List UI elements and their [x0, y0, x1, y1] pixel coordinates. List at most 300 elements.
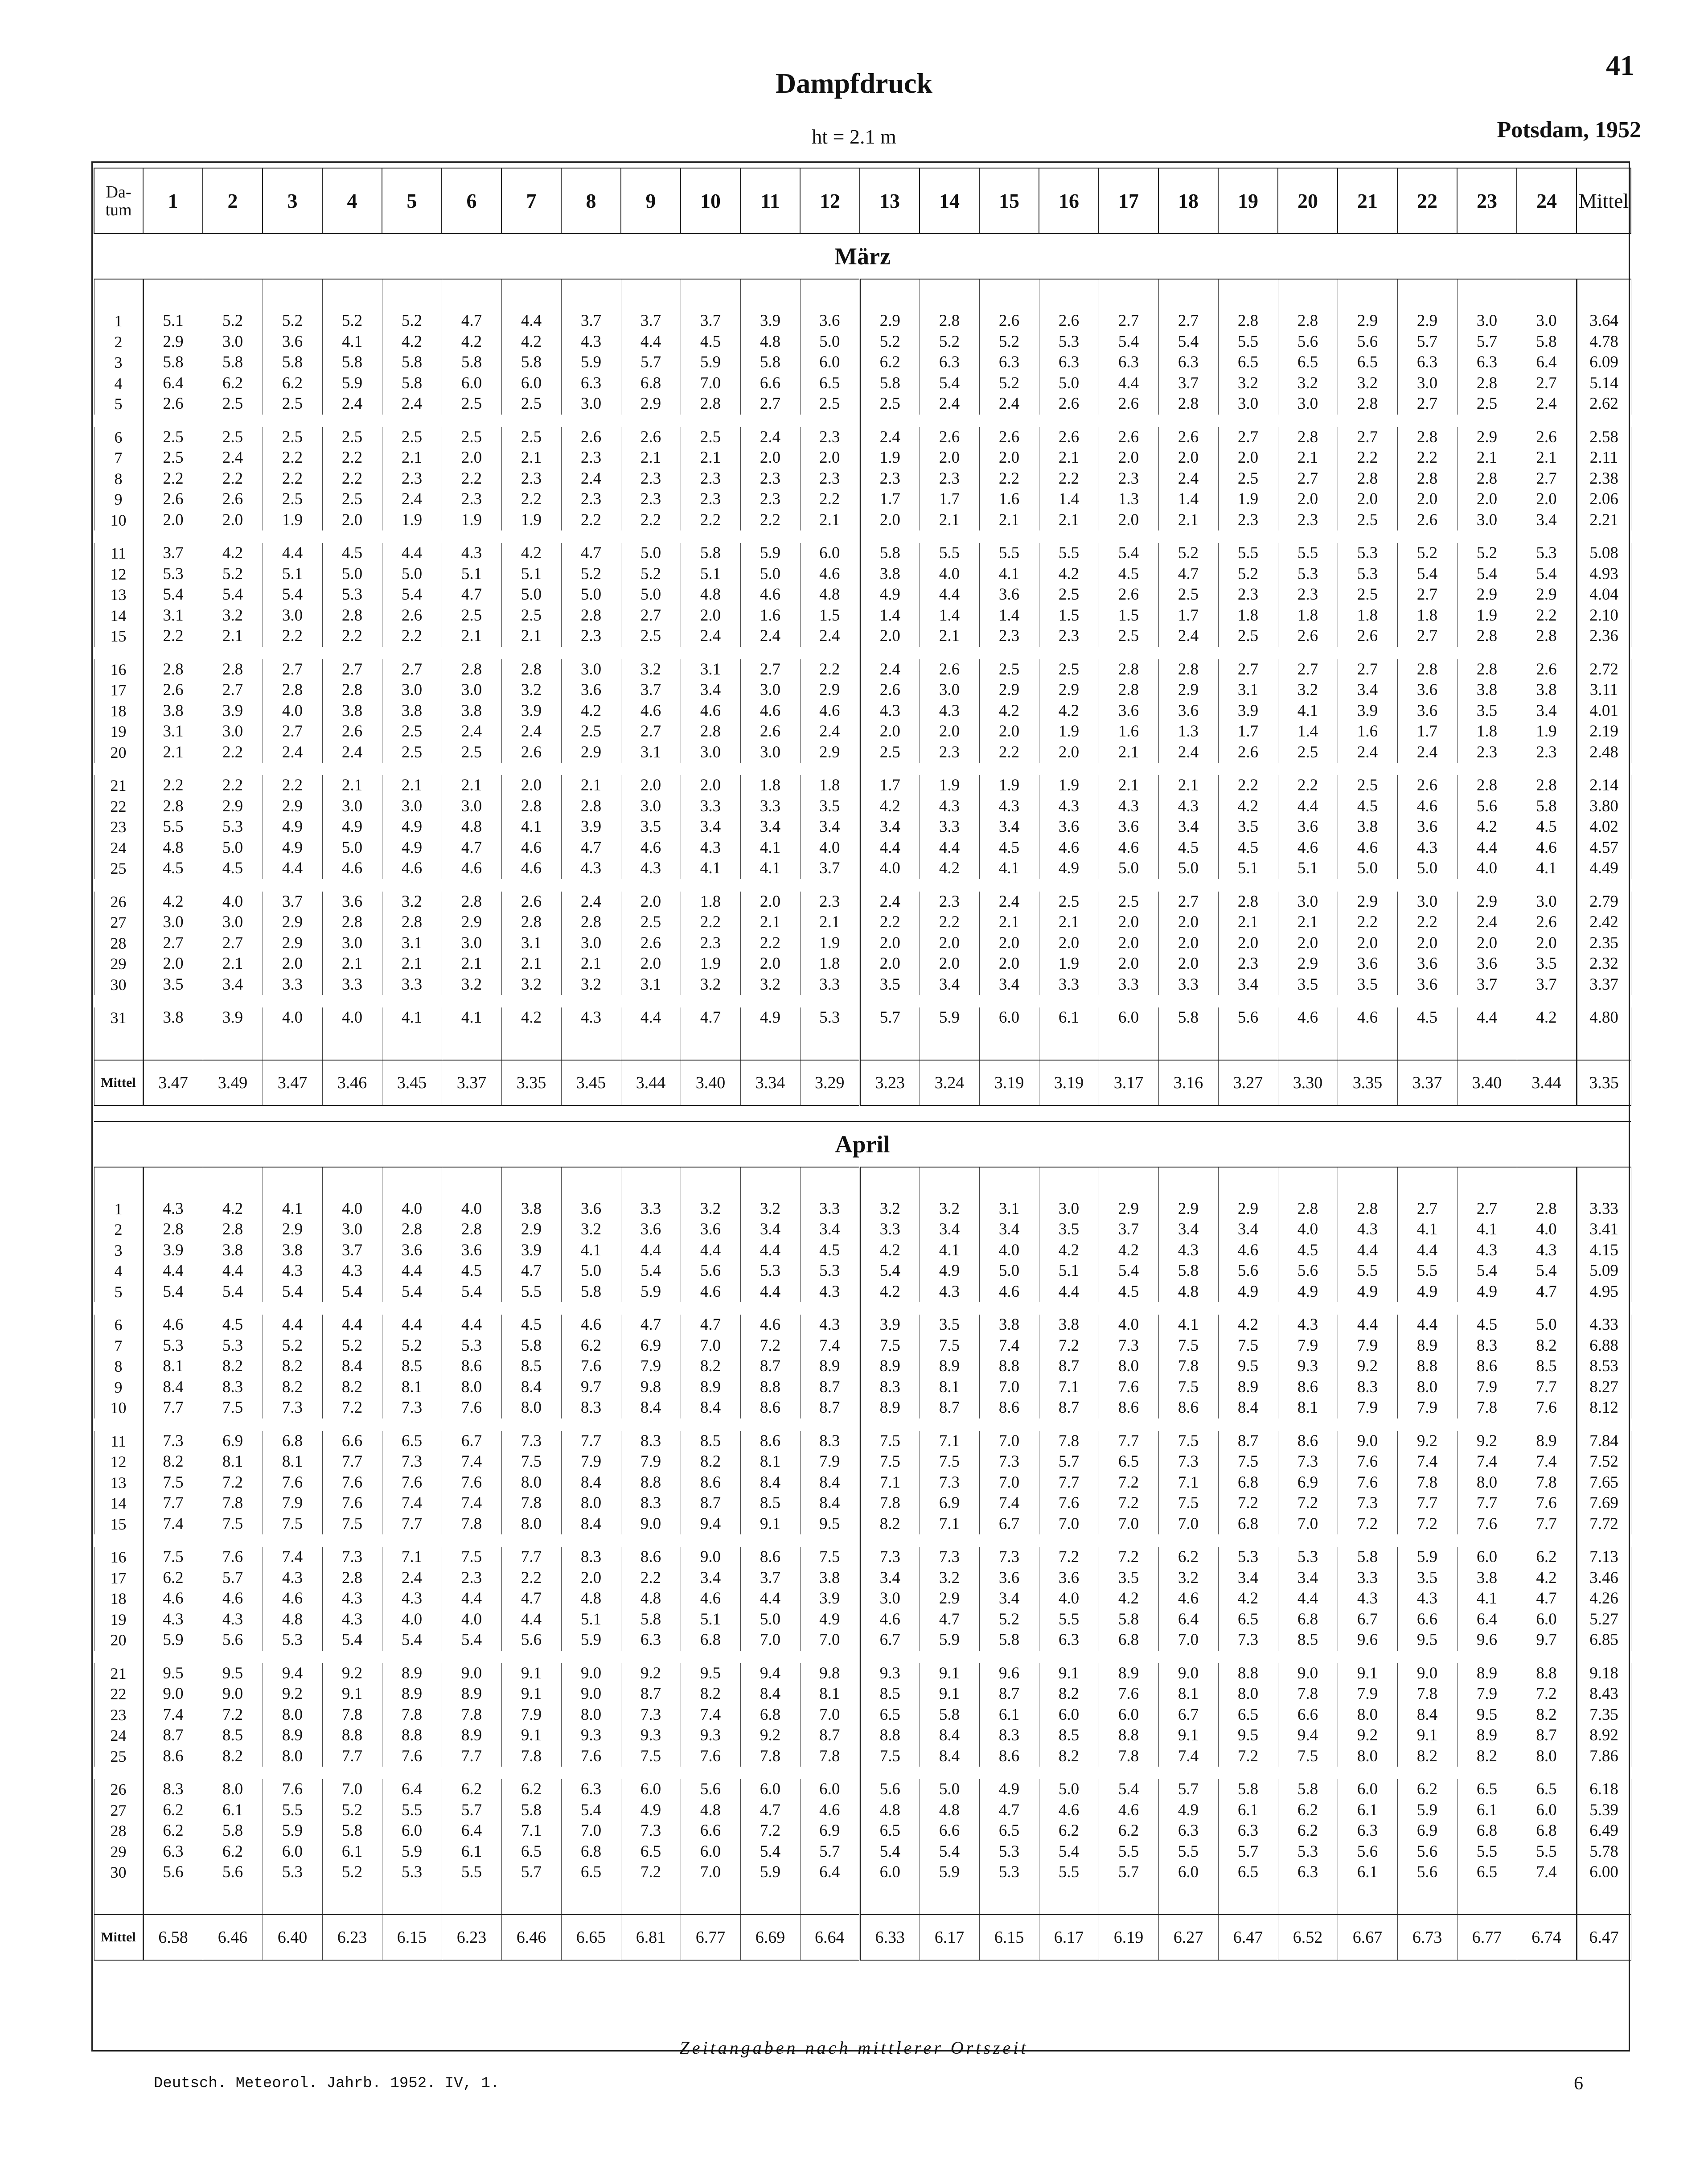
value-cell: 2.7 [143, 933, 203, 954]
value-cell: 2.8 [382, 912, 442, 933]
footer-page-number: 6 [1574, 2073, 1583, 2094]
mean-cell: 3.34 [740, 1060, 800, 1106]
value-cell: 6.9 [1278, 1472, 1338, 1493]
value-cell: 6.6 [322, 1431, 382, 1452]
value-cell: 9.0 [1397, 1663, 1457, 1684]
value-cell: 4.6 [501, 838, 561, 859]
value-cell: 2.0 [621, 775, 681, 796]
value-cell: 7.9 [1397, 1398, 1457, 1418]
value-cell: 2.2 [442, 469, 501, 489]
value-cell: 4.4 [203, 1261, 263, 1282]
value-cell: 9.6 [979, 1663, 1039, 1684]
value-cell: 7.5 [1158, 1336, 1218, 1357]
value-cell: 4.5 [501, 1315, 561, 1336]
value-cell: 6.1 [442, 1842, 501, 1862]
value-cell: 4.8 [681, 1800, 740, 1821]
value-cell: 2.0 [860, 721, 920, 742]
value-cell: 3.6 [561, 680, 621, 701]
value-cell: 5.2 [322, 311, 382, 332]
value-cell: 6.2 [1039, 1821, 1099, 1842]
value-cell: 5.8 [501, 1336, 561, 1357]
value-cell: 4.4 [740, 1282, 800, 1303]
value-cell: 9.1 [920, 1684, 979, 1705]
value-cell: 6.4 [800, 1862, 860, 1883]
value-cell: 2.5 [442, 427, 501, 448]
value-cell: 8.6 [1457, 1356, 1517, 1377]
value-cell: 4.5 [442, 1261, 501, 1282]
value-cell: 2.1 [203, 626, 263, 647]
value-cell: 2.8 [1158, 394, 1218, 415]
mean-row [94, 1915, 1631, 1960]
value-cell: 5.6 [1278, 1261, 1338, 1282]
value-cell: 7.5 [442, 1547, 501, 1568]
value-cell: 2.2 [263, 469, 322, 489]
value-cell: 2.3 [561, 626, 621, 647]
value-cell: 9.1 [920, 1663, 979, 1684]
value-cell: 2.0 [860, 626, 920, 647]
value-cell: 7.6 [263, 1779, 322, 1800]
day-cell: 27 [94, 1800, 143, 1821]
value-cell: 5.8 [322, 1821, 382, 1842]
value-cell: 3.4 [1158, 1219, 1218, 1240]
value-cell: 5.0 [621, 543, 681, 564]
header-hour: 22 [1397, 168, 1457, 234]
value-cell: 3.4 [1158, 817, 1218, 838]
header-hour: 23 [1457, 168, 1517, 234]
value-cell: 3.0 [1517, 311, 1577, 332]
value-cell: 2.8 [1517, 626, 1577, 647]
header-date: Da-tum [94, 168, 143, 234]
data-table [94, 168, 1631, 1961]
value-cell: 2.1 [1158, 510, 1218, 531]
value-cell: 2.0 [1158, 448, 1218, 469]
value-cell: 7.0 [800, 1705, 860, 1726]
value-cell: 6.0 [800, 352, 860, 373]
value-cell: 9.0 [203, 1684, 263, 1705]
footer-source: Deutsch. Meteorol. Jahrb. 1952. IV, 1. [154, 2075, 500, 2092]
value-cell: 2.0 [1338, 489, 1397, 510]
value-cell: 7.3 [621, 1705, 681, 1726]
value-cell: 9.0 [681, 1547, 740, 1568]
value-cell: 2.0 [920, 933, 979, 954]
value-cell: 2.4 [322, 742, 382, 763]
value-cell: 1.9 [979, 775, 1039, 796]
value-cell: 8.3 [561, 1398, 621, 1418]
value-cell: 5.4 [860, 1842, 920, 1862]
value-cell: 4.2 [860, 1282, 920, 1303]
value-cell: 5.4 [382, 1282, 442, 1303]
value-cell: 9.2 [621, 1663, 681, 1684]
value-cell: 6.3 [1457, 352, 1517, 373]
header-hour: 8 [561, 168, 621, 234]
value-cell: 2.2 [681, 912, 740, 933]
value-cell: 5.2 [1158, 543, 1218, 564]
value-cell: 3.9 [501, 1240, 561, 1261]
value-cell: 9.0 [561, 1684, 621, 1705]
value-cell: 5.4 [1099, 332, 1158, 353]
value-cell: 8.5 [1517, 1356, 1577, 1377]
value-cell: 3.9 [501, 701, 561, 722]
value-cell: 4.5 [322, 543, 382, 564]
value-cell: 5.8 [681, 543, 740, 564]
value-cell: 6.5 [1218, 352, 1278, 373]
value-cell: 5.6 [203, 1630, 263, 1651]
value-cell: 2.2 [143, 626, 203, 647]
value-cell: 3.6 [1397, 701, 1457, 722]
value-cell: 7.2 [1218, 1746, 1278, 1767]
value-cell: 4.6 [143, 1315, 203, 1336]
value-cell: 1.9 [1039, 721, 1099, 742]
value-cell: 8.2 [203, 1746, 263, 1767]
value-cell: 5.0 [740, 564, 800, 585]
value-cell: 2.1 [1099, 775, 1158, 796]
value-cell: 2.1 [442, 626, 501, 647]
daily-mean-cell: 7.65 [1577, 1472, 1631, 1493]
value-cell: 7.2 [1517, 1684, 1577, 1705]
value-cell: 4.0 [322, 1007, 382, 1028]
value-cell: 4.0 [322, 1199, 382, 1220]
value-cell: 4.8 [442, 817, 501, 838]
value-cell: 2.2 [1039, 469, 1099, 489]
table-row [94, 1821, 1631, 1842]
day-cell: 1 [94, 311, 143, 332]
header-row [94, 168, 1631, 234]
mean-cell: 3.45 [561, 1060, 621, 1106]
daily-mean-cell: 2.19 [1577, 721, 1631, 742]
value-cell: 4.4 [382, 1261, 442, 1282]
value-cell: 2.5 [263, 427, 322, 448]
page-title: Dampfdruck [775, 67, 933, 99]
value-cell: 3.4 [1218, 1568, 1278, 1589]
value-cell: 4.7 [442, 838, 501, 859]
value-cell: 1.3 [1158, 721, 1218, 742]
value-cell: 5.4 [920, 1842, 979, 1862]
value-cell: 7.3 [1218, 1630, 1278, 1651]
value-cell: 3.2 [860, 1199, 920, 1220]
value-cell: 7.3 [920, 1547, 979, 1568]
value-cell: 8.4 [920, 1725, 979, 1746]
value-cell: 5.8 [442, 352, 501, 373]
value-cell: 8.6 [740, 1398, 800, 1418]
value-cell: 3.0 [1278, 892, 1338, 913]
value-cell: 5.5 [442, 1862, 501, 1883]
value-cell: 4.5 [203, 1315, 263, 1336]
value-cell: 2.1 [1278, 448, 1338, 469]
value-cell: 4.5 [1517, 817, 1577, 838]
value-cell: 3.7 [800, 858, 860, 879]
value-cell: 5.0 [740, 1609, 800, 1630]
value-cell: 7.2 [203, 1472, 263, 1493]
value-cell: 3.8 [442, 701, 501, 722]
value-cell: 8.4 [561, 1472, 621, 1493]
mean-cell: 6.67 [1338, 1915, 1397, 1960]
value-cell: 5.4 [621, 1261, 681, 1282]
value-cell: 2.5 [1278, 742, 1338, 763]
value-cell: 2.5 [1039, 584, 1099, 605]
value-cell: 8.0 [1099, 1356, 1158, 1377]
value-cell: 6.0 [1338, 1779, 1397, 1800]
value-cell: 2.8 [143, 796, 203, 817]
value-cell: 2.3 [1218, 954, 1278, 974]
value-cell: 5.2 [382, 1336, 442, 1357]
day-cell: 28 [94, 1821, 143, 1842]
value-cell: 8.9 [1457, 1725, 1517, 1746]
table-row [94, 427, 1631, 448]
value-cell: 2.8 [1278, 427, 1338, 448]
value-cell: 2.5 [561, 721, 621, 742]
value-cell: 6.8 [681, 1630, 740, 1651]
value-cell: 5.1 [561, 1609, 621, 1630]
value-cell: 8.5 [501, 1356, 561, 1377]
value-cell: 4.3 [1517, 1240, 1577, 1261]
value-cell: 2.0 [979, 933, 1039, 954]
header-hour: 1 [143, 168, 203, 234]
value-cell: 2.0 [143, 510, 203, 531]
value-cell: 5.9 [382, 1842, 442, 1862]
value-cell: 5.5 [263, 1800, 322, 1821]
value-cell: 3.0 [382, 796, 442, 817]
value-cell: 6.2 [143, 1568, 203, 1589]
value-cell: 6.3 [561, 373, 621, 394]
value-cell: 5.7 [1397, 332, 1457, 353]
value-cell: 2.6 [1039, 394, 1099, 415]
value-cell: 4.1 [740, 838, 800, 859]
table-row [94, 1547, 1631, 1568]
value-cell: 5.0 [1039, 373, 1099, 394]
value-cell: 2.8 [1338, 469, 1397, 489]
daily-mean-cell: 3.41 [1577, 1219, 1631, 1240]
value-cell: 5.2 [203, 564, 263, 585]
day-cell: 10 [94, 1398, 143, 1418]
value-cell: 2.7 [621, 721, 681, 742]
value-cell: 4.3 [203, 1609, 263, 1630]
value-cell: 6.2 [1278, 1821, 1338, 1842]
daily-mean-cell: 2.06 [1577, 489, 1631, 510]
value-cell: 3.8 [382, 701, 442, 722]
value-cell: 8.9 [382, 1663, 442, 1684]
value-cell: 2.2 [920, 912, 979, 933]
day-cell: 17 [94, 680, 143, 701]
value-cell: 2.5 [382, 427, 442, 448]
value-cell: 5.3 [382, 1862, 442, 1883]
value-cell: 5.7 [1218, 1842, 1278, 1862]
value-cell: 4.3 [920, 701, 979, 722]
value-cell: 2.4 [203, 448, 263, 469]
value-cell: 2.1 [1099, 742, 1158, 763]
value-cell: 2.0 [1457, 489, 1517, 510]
value-cell: 8.4 [501, 1377, 561, 1398]
value-cell: 8.4 [621, 1398, 681, 1418]
value-cell: 9.2 [322, 1663, 382, 1684]
header-hour: 6 [442, 168, 501, 234]
value-cell: 1.8 [800, 954, 860, 974]
value-cell: 2.5 [382, 721, 442, 742]
value-cell: 4.4 [322, 1315, 382, 1336]
value-cell: 2.5 [621, 912, 681, 933]
value-cell: 3.2 [1158, 1568, 1218, 1589]
value-cell: 2.7 [1397, 394, 1457, 415]
value-cell: 3.5 [920, 1315, 979, 1336]
value-cell: 8.2 [860, 1514, 920, 1535]
value-cell: 2.3 [442, 1568, 501, 1589]
value-cell: 7.2 [1099, 1493, 1158, 1514]
value-cell: 6.5 [1278, 352, 1338, 373]
value-cell: 4.2 [143, 892, 203, 913]
daily-mean-cell: 4.15 [1577, 1240, 1631, 1261]
value-cell: 7.5 [860, 1746, 920, 1767]
value-cell: 7.6 [442, 1472, 501, 1493]
value-cell: 4.6 [1517, 838, 1577, 859]
value-cell: 5.4 [322, 1630, 382, 1651]
value-cell: 6.5 [1517, 1779, 1577, 1800]
value-cell: 1.8 [740, 775, 800, 796]
value-cell: 4.0 [1457, 858, 1517, 879]
value-cell: 5.2 [621, 564, 681, 585]
value-cell: 3.0 [1517, 892, 1577, 913]
mean-cell: 6.77 [1457, 1915, 1517, 1960]
value-cell: 2.8 [1099, 680, 1158, 701]
value-cell: 9.5 [1397, 1630, 1457, 1651]
value-cell: 7.3 [979, 1451, 1039, 1472]
value-cell: 3.0 [740, 680, 800, 701]
day-cell: 20 [94, 742, 143, 763]
daily-mean-cell: 8.43 [1577, 1684, 1631, 1705]
value-cell: 8.4 [561, 1514, 621, 1535]
day-cell: 3 [94, 1240, 143, 1261]
value-cell: 2.2 [143, 775, 203, 796]
value-cell: 2.5 [442, 394, 501, 415]
value-cell: 3.3 [621, 1199, 681, 1220]
value-cell: 7.6 [322, 1472, 382, 1493]
value-cell: 5.8 [1338, 1547, 1397, 1568]
value-cell: 5.5 [382, 1800, 442, 1821]
value-cell: 4.2 [1039, 1240, 1099, 1261]
value-cell: 2.4 [979, 394, 1039, 415]
value-cell: 2.4 [800, 626, 860, 647]
value-cell: 8.3 [561, 1547, 621, 1568]
value-cell: 5.9 [920, 1630, 979, 1651]
value-cell: 5.4 [561, 1800, 621, 1821]
table-row [94, 1219, 1631, 1240]
value-cell: 7.2 [1397, 1514, 1457, 1535]
value-cell: 7.9 [621, 1356, 681, 1377]
value-cell: 2.6 [621, 427, 681, 448]
value-cell: 7.5 [143, 1472, 203, 1493]
value-cell: 7.1 [382, 1547, 442, 1568]
value-cell: 3.4 [681, 680, 740, 701]
value-cell: 6.5 [382, 1431, 442, 1452]
value-cell: 5.8 [621, 1609, 681, 1630]
value-cell: 8.6 [979, 1398, 1039, 1418]
day-cell: 3 [94, 352, 143, 373]
value-cell: 2.0 [1218, 448, 1278, 469]
value-cell: 2.7 [1517, 373, 1577, 394]
value-cell: 3.4 [860, 817, 920, 838]
value-cell: 8.3 [621, 1431, 681, 1452]
value-cell: 1.4 [1158, 489, 1218, 510]
value-cell: 3.6 [1278, 817, 1338, 838]
value-cell: 5.8 [203, 1821, 263, 1842]
value-cell: 2.4 [740, 626, 800, 647]
value-cell: 6.6 [920, 1821, 979, 1842]
value-cell: 3.6 [1158, 701, 1218, 722]
height-note: ht = 2.1 m [812, 125, 896, 148]
value-cell: 6.8 [1099, 1630, 1158, 1651]
value-cell: 2.9 [263, 1219, 322, 1240]
value-cell: 8.4 [322, 1356, 382, 1377]
value-cell: 3.2 [203, 605, 263, 626]
value-cell: 2.5 [979, 659, 1039, 680]
value-cell: 2.3 [920, 892, 979, 913]
mean-label: Mittel [94, 1915, 143, 1960]
value-cell: 2.8 [442, 1219, 501, 1240]
daily-mean-cell: 5.14 [1577, 373, 1631, 394]
value-cell: 5.9 [920, 1007, 979, 1028]
value-cell: 2.8 [920, 311, 979, 332]
value-cell: 4.0 [1517, 1219, 1577, 1240]
value-cell: 5.4 [143, 1282, 203, 1303]
value-cell: 3.1 [382, 933, 442, 954]
value-cell: 8.9 [1099, 1663, 1158, 1684]
value-cell: 5.2 [322, 1800, 382, 1821]
value-cell: 8.9 [800, 1356, 860, 1377]
value-cell: 2.8 [1457, 373, 1517, 394]
value-cell: 5.3 [1338, 564, 1397, 585]
table-row [94, 775, 1631, 796]
daily-mean-cell: 2.62 [1577, 394, 1631, 415]
value-cell: 4.2 [920, 858, 979, 879]
value-cell: 7.7 [1397, 1493, 1457, 1514]
value-cell: 1.7 [920, 489, 979, 510]
value-cell: 4.7 [561, 543, 621, 564]
value-cell: 8.5 [1039, 1725, 1099, 1746]
value-cell: 5.3 [1278, 564, 1338, 585]
value-cell: 4.6 [740, 584, 800, 605]
value-cell: 5.0 [322, 838, 382, 859]
value-cell: 8.0 [501, 1514, 561, 1535]
value-cell: 7.3 [1338, 1493, 1397, 1514]
value-cell: 2.6 [1218, 742, 1278, 763]
value-cell: 6.2 [203, 1842, 263, 1862]
daily-mean-cell: 4.80 [1577, 1007, 1631, 1028]
value-cell: 4.2 [1099, 1240, 1158, 1261]
value-cell: 2.3 [501, 469, 561, 489]
value-cell: 2.8 [322, 1568, 382, 1589]
value-cell: 4.6 [442, 858, 501, 879]
value-cell: 2.3 [920, 469, 979, 489]
value-cell: 4.6 [203, 1588, 263, 1609]
value-cell: 4.1 [681, 858, 740, 879]
value-cell: 7.0 [800, 1630, 860, 1651]
value-cell: 6.2 [1517, 1547, 1577, 1568]
value-cell: 2.9 [800, 680, 860, 701]
value-cell: 4.6 [1397, 796, 1457, 817]
value-cell: 8.9 [442, 1725, 501, 1746]
value-cell: 7.4 [442, 1451, 501, 1472]
value-cell: 4.1 [1397, 1219, 1457, 1240]
value-cell: 2.8 [561, 912, 621, 933]
value-cell: 6.1 [322, 1842, 382, 1862]
value-cell: 1.7 [1397, 721, 1457, 742]
value-cell: 4.3 [1099, 796, 1158, 817]
value-cell: 5.6 [860, 1779, 920, 1800]
value-cell: 1.9 [681, 954, 740, 974]
value-cell: 4.5 [800, 1240, 860, 1261]
table-row [94, 1746, 1631, 1767]
value-cell: 4.7 [442, 311, 501, 332]
value-cell: 2.0 [1099, 510, 1158, 531]
value-cell: 8.5 [740, 1493, 800, 1514]
